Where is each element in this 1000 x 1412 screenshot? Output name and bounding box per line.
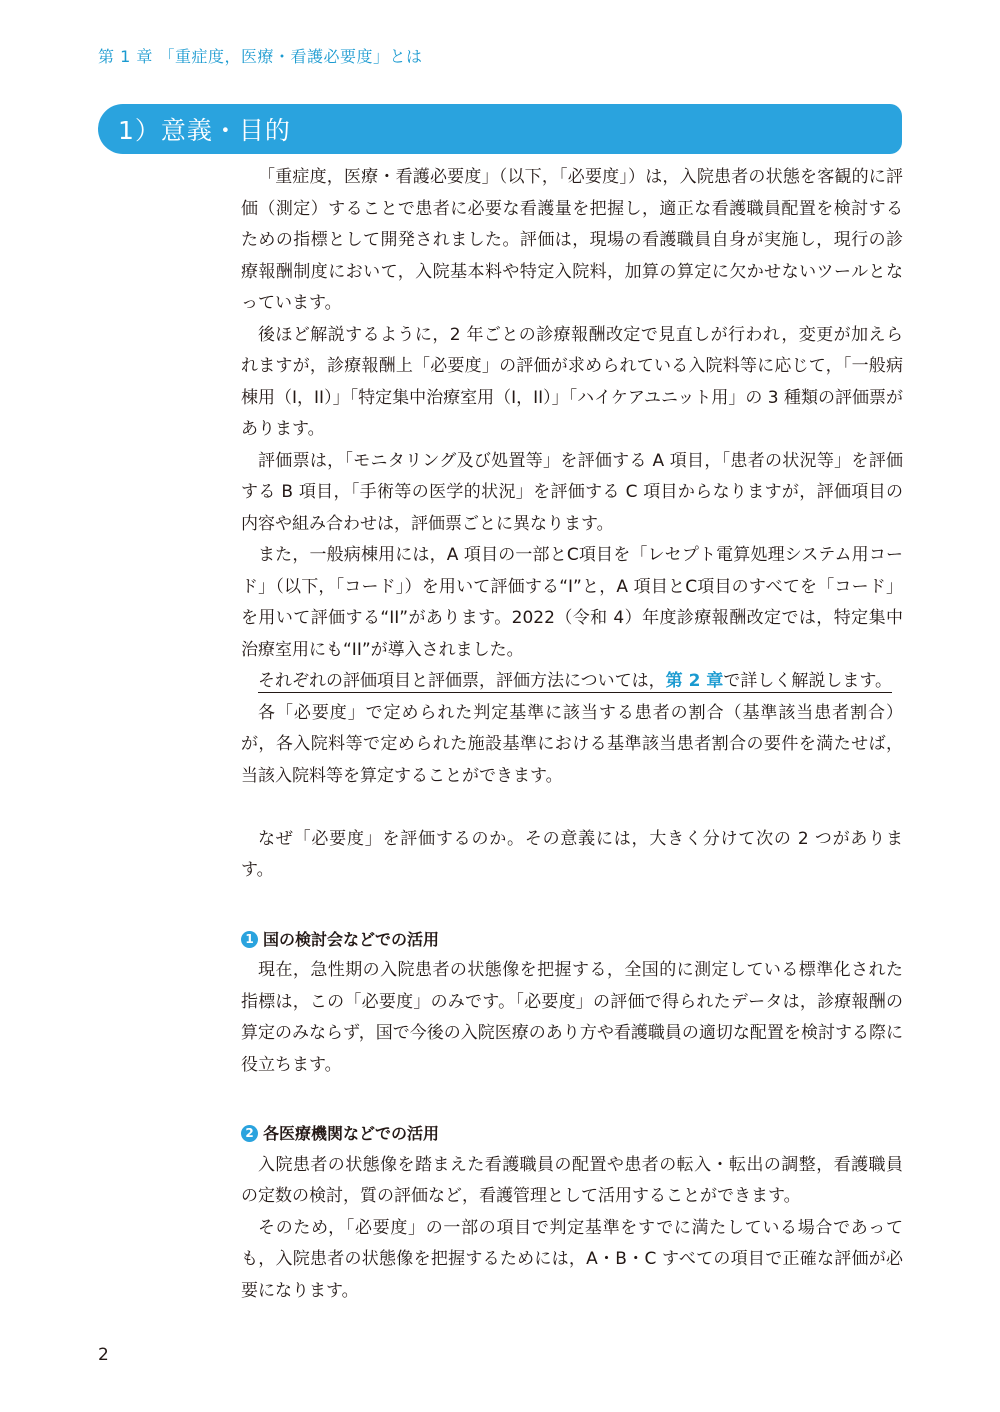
spacer [241, 887, 903, 924]
crossref-before: それぞれの評価項目と評価票，評価方法については， [258, 671, 666, 691]
paragraph-crossref [241, 666, 903, 698]
section-title: 1）意義・目的 [118, 116, 291, 145]
item-1-paragraph: 現在，急性期の入院患者の状態像を把握する，全国的に測定している標準化された指標は，この「必要度」のみです。「必要度」の評価で得られたデータは，診療報酬の算定のみならず，国で今後の入院医療のあり方や看護職員の適切な配置を検討する際に役立ちます。 [241, 960, 903, 1075]
section-banner [98, 104, 902, 154]
chapter-2-link[interactable]: 第 2 章 [665, 671, 724, 691]
paragraph-items: 評価票は，「モニタリング及び処置等」を評価する A 項目，「患者の状況等」を評価する B 項目，「手術等の医学的状況」を評価する C 項目からなりますが，評価項目の内容や組み合わせは，評価票ごとに異なります。 [241, 450, 903, 534]
item-2-heading [241, 1118, 903, 1150]
spacer [241, 1081, 903, 1118]
paragraph-evaluation-sheets: 後ほど解説するように，2 年ごとの診療報酬改定で見直しが行われ，変更が加えられますが，診療報酬上「必要度」の評価が求められている入院料等に応じて，「一般病棟用（I，II）」「特定集中治療室用（I，II）」「ハイケアユニット用」の 3 種類の評価票があります。 [241, 324, 903, 439]
paragraph-codes: また，一般病棟用には，A 項目の一部とC項目を「レセプト電算処理システム用コード」（以下，「コード」）を用いて評価する“I”と，A 項目とC項目のすべてを「コード」を用いて評価する“II”があります。2022（令和 4）年度診療報酬改定では，特定集中治療室用にも“II”が導入されました。 [241, 545, 903, 660]
number-1-icon: 1 [241, 931, 258, 948]
crossref-underlined [258, 671, 892, 693]
page-number: 2 [98, 1345, 109, 1365]
item-2-paragraph: 入院患者の状態像を踏まえた看護職員の配置や患者の転入・転出の調整，看護職員の定数の検討，質の評価など，看護管理として活用することができます。 [241, 1154, 903, 1206]
crossref-after: で詳しく解説します。 [723, 671, 892, 691]
spacer [241, 792, 903, 824]
item-2-heading-text: 各医療機関などでの活用 [263, 1124, 440, 1143]
paragraph-purpose: 「重症度，医療・看護必要度」（以下，「必要度」）は，入院患者の状態を客観的に評価（測定）することで患者に必要な看護量を把握し，適正な看護職員配置を検討するための指標として開発されました。評価は，現場の看護職員自身が実施し，現行の診療報酬制度において，入院基本料や特定入院料，加算の算定に欠かせないツールとなっています。 [241, 167, 903, 313]
item-1-heading [241, 924, 903, 956]
paragraph-criteria: 各「必要度」で定められた判定基準に該当する患者の割合（基準該当患者割合）が，各入院料等で定められた施設基準における基準該当患者割合の要件を満たせば，当該入院料等を算定することができます。 [241, 702, 903, 786]
paragraph-why: なぜ「必要度」を評価するのか。その意義には，大きく分けて次の 2 つがあります。 [241, 828, 903, 880]
number-2-icon: 2 [241, 1125, 258, 1142]
item-1-heading-text: 国の検討会などでの活用 [263, 929, 440, 949]
body-text [241, 162, 903, 1307]
running-head: 第 1 章 「重症度，医療・看護必要度」とは [98, 47, 423, 66]
item-2-paragraph: そのため，「必要度」の一部の項目で判定基準をすでに満たしている場合であっても，入院患者の状態像を把握するためには，A・B・C すべての項目で正確な評価が必要になります。 [241, 1217, 903, 1301]
